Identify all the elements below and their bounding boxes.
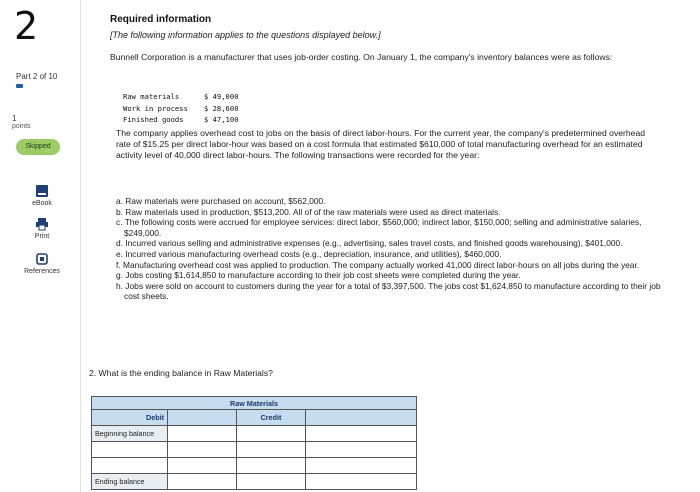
references-button[interactable] — [22, 252, 62, 275]
raw-materials-t-account — [91, 396, 417, 490]
transaction-item: h. Jobs were sold on account to customers during the year for a total of $3,397,500. The jobs cost $1,624,850 to manufacture according to their job cost sheets. — [116, 280, 661, 302]
required-info-title: Required information — [110, 14, 212, 25]
print-label: Print — [34, 233, 50, 240]
ending-balance-label: Ending balance — [92, 474, 168, 490]
part-indicator: Part 2 of 10 — [16, 72, 58, 81]
references-icon — [35, 252, 49, 266]
debit-desc-input-1[interactable] — [92, 442, 168, 458]
debit-amount-input-1[interactable] — [168, 442, 237, 458]
inventory-table — [121, 90, 255, 127]
book-icon — [35, 184, 49, 198]
inventory-row: Work in process $ 28,600 — [123, 103, 239, 113]
references-label: References — [24, 268, 60, 275]
ending-balance-input[interactable] — [168, 474, 237, 490]
question-2-prompt: 2. What is the ending balance in Raw Materials? — [89, 368, 273, 378]
skipped-badge: Skipped — [16, 139, 60, 155]
transaction-list — [116, 196, 661, 302]
credit-amount-input-2[interactable] — [306, 442, 417, 458]
info-subtitle: [The following information applies to the questions displayed below.] — [110, 30, 381, 40]
sidebar — [0, 0, 81, 492]
beginning-balance-label: Beginning balance — [92, 426, 168, 442]
transaction-item: c. The following costs were accrued for employee services: direct labor, $560,000; indirect labor, $150,000; selling and administrative salaries, $249,000. — [116, 217, 642, 238]
ebook-button[interactable] — [22, 184, 62, 207]
question-number: 2 — [14, 4, 39, 48]
transaction-item: b. Raw materials used in production, $513,200. All of of the raw materials were used as direct materials. — [116, 206, 501, 217]
overhead-paragraph: The company applies overhead cost to jobs on the basis of direct labor-hours. For the current year, the company's predetermined overhead rate of $15.25 per direct labor-hour was based on a cost formula that estimated $610,000 of total manufacturing overhead for an estimated activity level of 40,000 direct labor-hours. The following transactions were recorded for the year: — [116, 128, 646, 160]
part-progress-bar — [16, 84, 23, 88]
debit-header: Debit — [92, 410, 168, 426]
transaction-item: g. Jobs costing $1,614,850 to manufacture according to their job cost sheets were completed during the year. — [116, 270, 521, 281]
print-button[interactable] — [22, 217, 62, 240]
credit-desc-input-2[interactable] — [237, 442, 306, 458]
transaction-item: e. Incurred various manufacturing overhead costs (e.g., depreciation, insurance, and utilities), $460,000. — [116, 248, 502, 259]
points-value: 1 — [12, 114, 17, 123]
ebook-label: eBook — [32, 200, 52, 207]
intro-paragraph: Bunnell Corporation is a manufacturer that uses job-order costing. On January 1, the company's inventory balances were as follows: — [110, 52, 613, 62]
debit-amount-input-2[interactable] — [168, 458, 237, 474]
t-account-title: Raw Materials — [92, 397, 417, 410]
debit-desc-input-2[interactable] — [92, 458, 168, 474]
credit-input-1[interactable] — [237, 426, 306, 442]
inventory-row: Raw materials $ 49,000 — [123, 92, 239, 101]
transaction-item: f. Manufacturing overhead cost was applied to production. The company actually worked 41,000 direct labor-hours on all jobs during the year. — [116, 259, 640, 270]
transaction-item: a. Raw materials were purchased on account, $562,000. — [116, 196, 326, 206]
credit-header: Credit — [237, 410, 306, 426]
credit-amount-input-1[interactable] — [306, 426, 417, 442]
beginning-balance-input[interactable] — [168, 426, 237, 442]
points-label: points — [12, 123, 31, 130]
inventory-row: Finished goods $ 47,100 — [123, 115, 239, 124]
print-icon — [35, 217, 49, 231]
transaction-item: d. Incurred various selling and administrative expenses (e.g., advertising, sales travel costs, and finished goods warehousing), $401,000. — [116, 238, 623, 249]
